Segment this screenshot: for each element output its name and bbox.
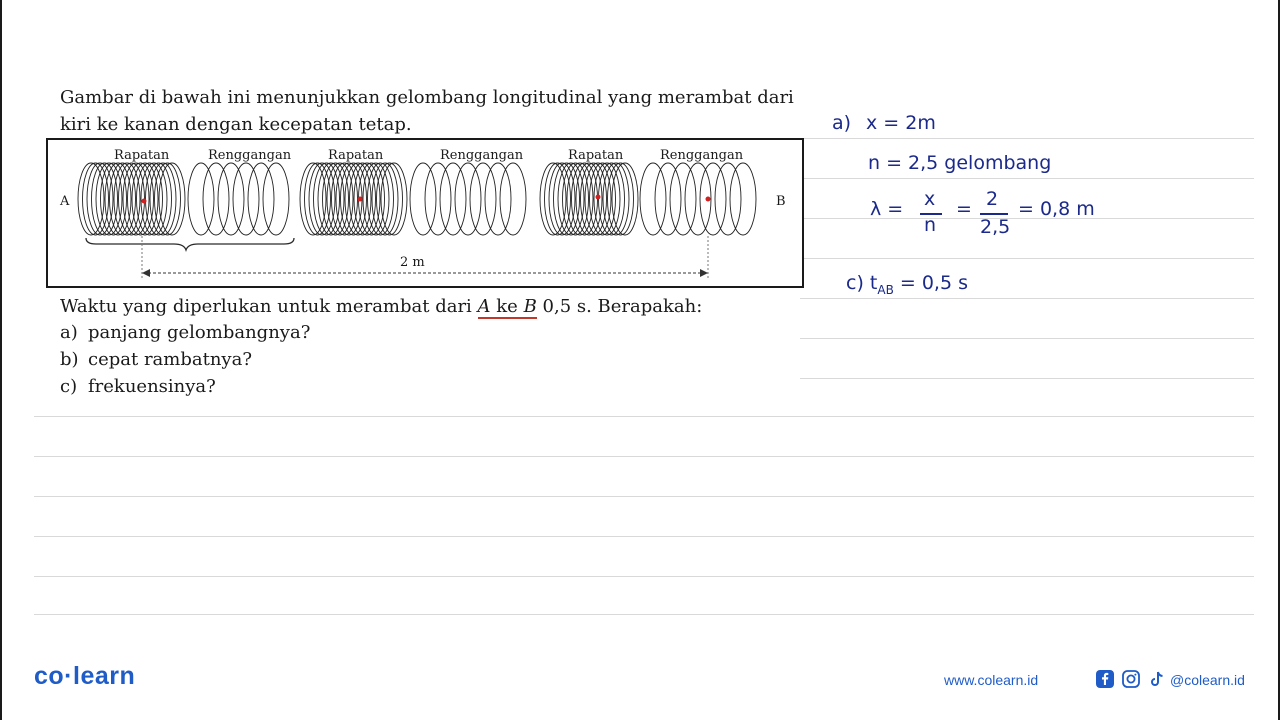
spring-coil — [715, 163, 741, 235]
handwriting-t: c) t — [846, 272, 878, 294]
notebook-line — [800, 338, 1254, 339]
option-a — [60, 322, 310, 343]
notebook-line — [800, 298, 1254, 299]
facebook-icon[interactable] — [1096, 670, 1114, 688]
notebook-line — [800, 138, 1254, 139]
spring-coil — [500, 163, 526, 235]
spring-coil — [425, 163, 451, 235]
spring-coil — [263, 163, 289, 235]
particle-marker — [596, 195, 601, 200]
notebook-line — [34, 456, 1254, 457]
handwriting-a-label: a) — [832, 112, 852, 134]
notebook-line — [34, 416, 1254, 417]
distance-label: 2 m — [400, 255, 425, 270]
handwriting-frac2-den: 2,5 — [980, 216, 1011, 238]
handwriting-line-2: n = 2,5 gelombang — [868, 152, 1052, 174]
handwriting-t-subscript: AB — [877, 282, 894, 297]
question-mid: ke — [490, 296, 524, 317]
spring-coil — [455, 163, 481, 235]
handwriting-eq: = — [956, 198, 972, 220]
spring-coil — [188, 163, 214, 235]
region-label-rapatan: Rapatan — [114, 148, 170, 163]
spring-coil — [655, 163, 681, 235]
notebook-line — [34, 576, 1254, 577]
option-b — [60, 349, 252, 370]
region-label-rapatan: Rapatan — [328, 148, 384, 163]
question-text — [60, 293, 702, 321]
spring-coil — [485, 163, 511, 235]
handwriting-frac1-den: n — [924, 214, 937, 236]
handwriting-lambda: λ = — [870, 198, 904, 220]
option-text: frekuensinya? — [88, 376, 216, 397]
option-key: b) — [60, 349, 79, 370]
website-link[interactable]: www.colearn.id — [944, 672, 1039, 688]
problem-intro: Gambar di bawah ini menunjukkan gelombang longitudinal yang merambat dari kiri ke kanan dengan kecepatan tetap. — [60, 87, 794, 135]
region-label-renggangan: Renggangan — [440, 148, 524, 163]
question-suffix: 0,5 s. Berapakah: — [536, 296, 703, 317]
particle-marker — [358, 197, 363, 202]
spring-coil — [203, 163, 229, 235]
spring-coil — [410, 163, 436, 235]
handwriting-frac2-bar — [980, 213, 1008, 215]
notebook-line — [34, 614, 1254, 615]
arrowhead-left — [142, 269, 150, 277]
notebook-line — [800, 378, 1254, 379]
handwriting-line-4 — [846, 272, 968, 297]
notebook-line — [34, 536, 1254, 537]
option-c — [60, 376, 216, 397]
wavelength-brace — [86, 238, 294, 250]
handwriting-frac1-num: x — [924, 188, 936, 210]
social-handle[interactable]: @colearn.id — [1170, 672, 1245, 688]
arrowhead-right — [700, 269, 708, 277]
spring-coil — [233, 163, 259, 235]
instagram-icon[interactable] — [1122, 670, 1140, 688]
left-frame-border — [0, 0, 2, 720]
handwriting-frac2-num: 2 — [986, 188, 999, 210]
spring-coil — [248, 163, 274, 235]
notebook-line — [34, 496, 1254, 497]
point-a: A — [477, 296, 491, 317]
particle-marker — [706, 197, 711, 202]
option-text: panjang gelombangnya? — [88, 322, 311, 343]
spring-coil — [730, 163, 756, 235]
particle-marker — [142, 199, 147, 204]
spring-coil — [470, 163, 496, 235]
region-label-rapatan: Rapatan — [568, 148, 624, 163]
colearn-logo: co·learn — [34, 662, 136, 690]
handwriting-t-value: = 0,5 s — [899, 272, 968, 294]
region-label-renggangan: Renggangan — [660, 148, 744, 163]
region-label-renggangan: Renggangan — [208, 148, 292, 163]
spring-coil — [218, 163, 244, 235]
notebook-line — [800, 258, 1254, 259]
option-text: cepat rambatnya? — [88, 349, 252, 370]
tiktok-icon[interactable] — [1148, 670, 1166, 688]
spring-coil — [670, 163, 696, 235]
handwriting-result: = 0,8 m — [1018, 198, 1095, 220]
end-label-a: A — [60, 194, 70, 209]
point-b: B — [523, 296, 537, 317]
spring-coils — [78, 163, 756, 235]
question-prefix: Waktu yang diperlukan untuk merambat dari — [60, 296, 478, 317]
end-label-b: B — [776, 194, 786, 209]
option-key: c) — [60, 376, 78, 397]
spring-coil — [440, 163, 466, 235]
spring-coil — [640, 163, 666, 235]
option-key: a) — [60, 322, 78, 343]
spring-coil — [700, 163, 726, 235]
notebook-line — [800, 178, 1254, 179]
longitudinal-wave-figure — [46, 138, 804, 288]
handwriting-line-1: x = 2m — [866, 112, 936, 134]
